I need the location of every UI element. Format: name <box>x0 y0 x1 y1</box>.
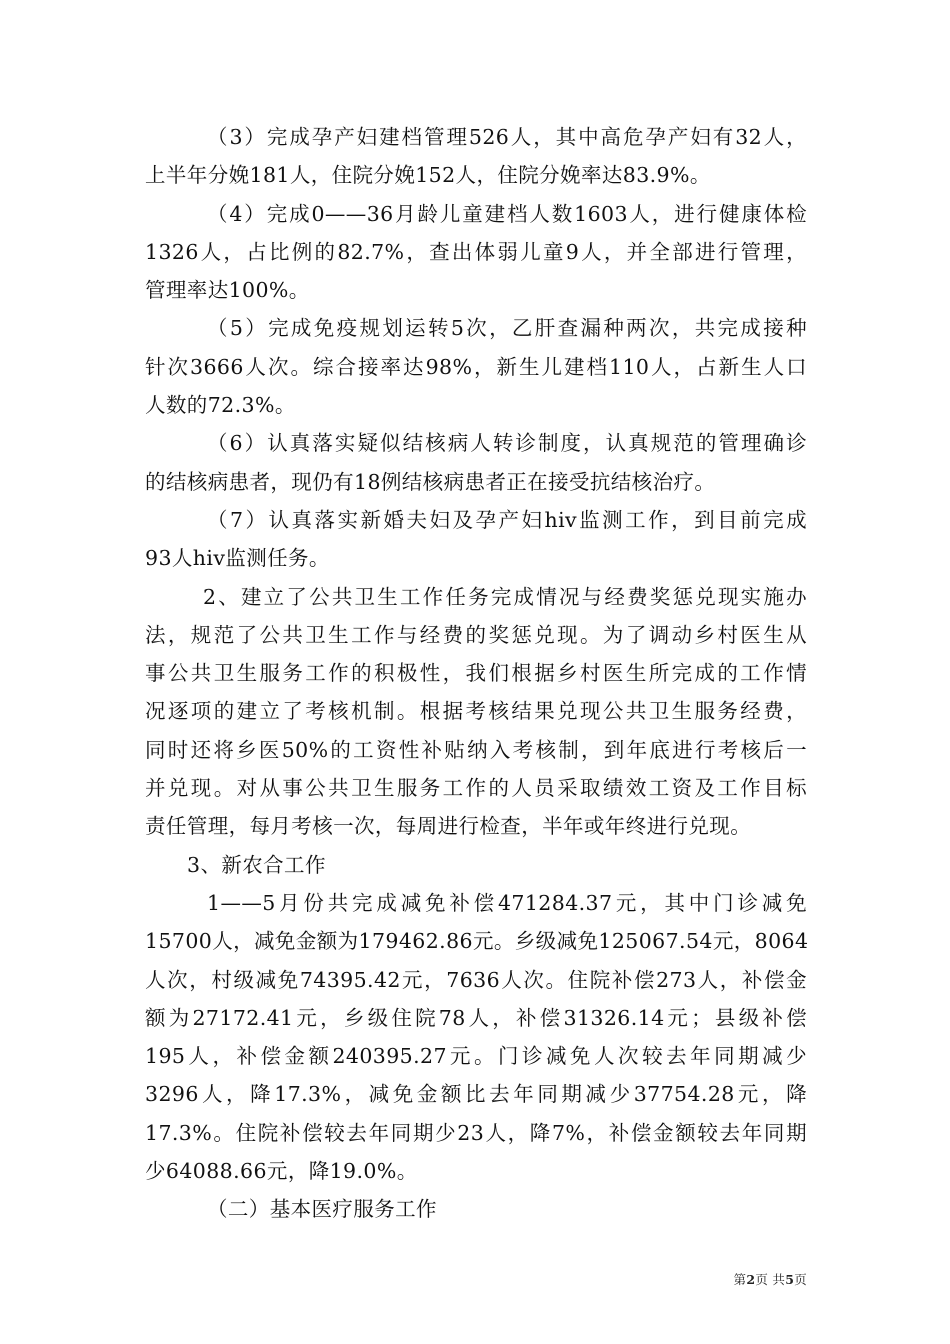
text-line: 针次3666人次。综合接率达98%，新生儿建档110人，占新生人口 <box>145 354 807 379</box>
paragraph-tuberculosis <box>145 424 807 501</box>
page-number-footer <box>734 1270 808 1288</box>
text-line: （4）完成0——36月龄儿童建档人数1603人，进行健康体检 <box>207 201 807 226</box>
section-heading-new-rural-coop <box>145 846 807 884</box>
text-line: 17.3%。住院补偿较去年同期少23人，降7%，补偿金额较去年同期 <box>145 1120 807 1145</box>
text-line: 并兑现。对从事公共卫生服务工作的人员采取绩效工资及工作目标 <box>145 776 807 801</box>
text-line: 事公共卫生服务工作的积极性，我们根据乡村医生所完成的工作情 <box>145 661 807 686</box>
current-page-number: 2 <box>746 1272 756 1287</box>
document-body <box>145 118 807 1229</box>
paragraph-maternal-care <box>145 118 807 195</box>
footer-prefix: 第 <box>733 1272 747 1287</box>
footer-middle: 页 共 <box>755 1272 786 1287</box>
text-line: 人数的72.3%。 <box>145 393 296 418</box>
text-line: 15700人，减免金额为179462.86元。乡级减免125067.54元，8064 <box>145 929 809 954</box>
paragraph-hiv-monitoring <box>145 501 807 578</box>
text-line: 的结核病患者，现仍有18例结核病患者正在接受抗结核治疗。 <box>145 469 716 494</box>
text-line: （二）基本医疗服务工作 <box>207 1197 437 1222</box>
paragraph-immunization <box>145 309 807 424</box>
text-line: 责任管理，每月考核一次，每周进行检查，半年或年终进行兑现。 <box>145 814 752 839</box>
text-line: 同时还将乡医50%的工资性补贴纳入考核制，到年底进行考核后一 <box>145 737 807 762</box>
text-line: 况逐项的建立了考核机制。根据考核结果兑现公共卫生服务经费， <box>145 699 807 724</box>
text-line: 2、建立了公共卫生工作任务完成情况与经费奖惩兑现实施办 <box>203 584 807 609</box>
text-line: 额为27172.41元，乡级住院78人，补偿31326.14元；县级补偿 <box>145 1005 807 1030</box>
text-line: 少64088.66元，降19.0%。 <box>145 1159 418 1184</box>
text-line: （6）认真落实疑似结核病人转诊制度，认真规范的管理确诊 <box>207 431 807 456</box>
text-line: （7）认真落实新婚夫妇及孕产妇hiv监测工作，到目前完成 <box>207 507 807 532</box>
text-line: 上半年分娩181人，住院分娩152人，住院分娩率达83.9%。 <box>145 163 711 188</box>
text-line: 1326人，占比例的82.7%，查出体弱儿童9人，并全部进行管理， <box>145 239 807 264</box>
text-line: 3、新农合工作 <box>187 852 326 877</box>
text-line: 管理率达100%。 <box>145 278 310 303</box>
paragraph-incentive-scheme <box>145 578 807 846</box>
text-line: 1——5月份共完成减免补偿471284.37元，其中门诊减免 <box>207 890 807 915</box>
text-line: 3296人，降17.3%，减免金额比去年同期减少37754.28元，降 <box>145 1082 807 1107</box>
text-line: 人次，村级减免74395.42元，7636人次。住院补偿273人，补偿金 <box>145 967 807 992</box>
paragraph-child-health <box>145 195 807 310</box>
text-line: 195人，补偿金额240395.27元。门诊减免人次较去年同期减少 <box>145 1044 807 1069</box>
section-heading-basic-medical <box>145 1190 807 1228</box>
text-line: （5）完成免疫规划运转5次，乙肝查漏种两次，共完成接种 <box>207 316 807 341</box>
paragraph-rural-coop-stats <box>145 884 807 1190</box>
text-line: （3）完成孕产妇建档管理526人，其中高危孕产妇有32人， <box>207 125 807 149</box>
text-line: 法，规范了公共卫生工作与经费的奖惩兑现。为了调动乡村医生从 <box>145 622 807 647</box>
footer-suffix: 页 <box>794 1272 807 1287</box>
total-page-count: 5 <box>785 1272 795 1287</box>
text-line: 93人hiv监测任务。 <box>145 546 330 571</box>
